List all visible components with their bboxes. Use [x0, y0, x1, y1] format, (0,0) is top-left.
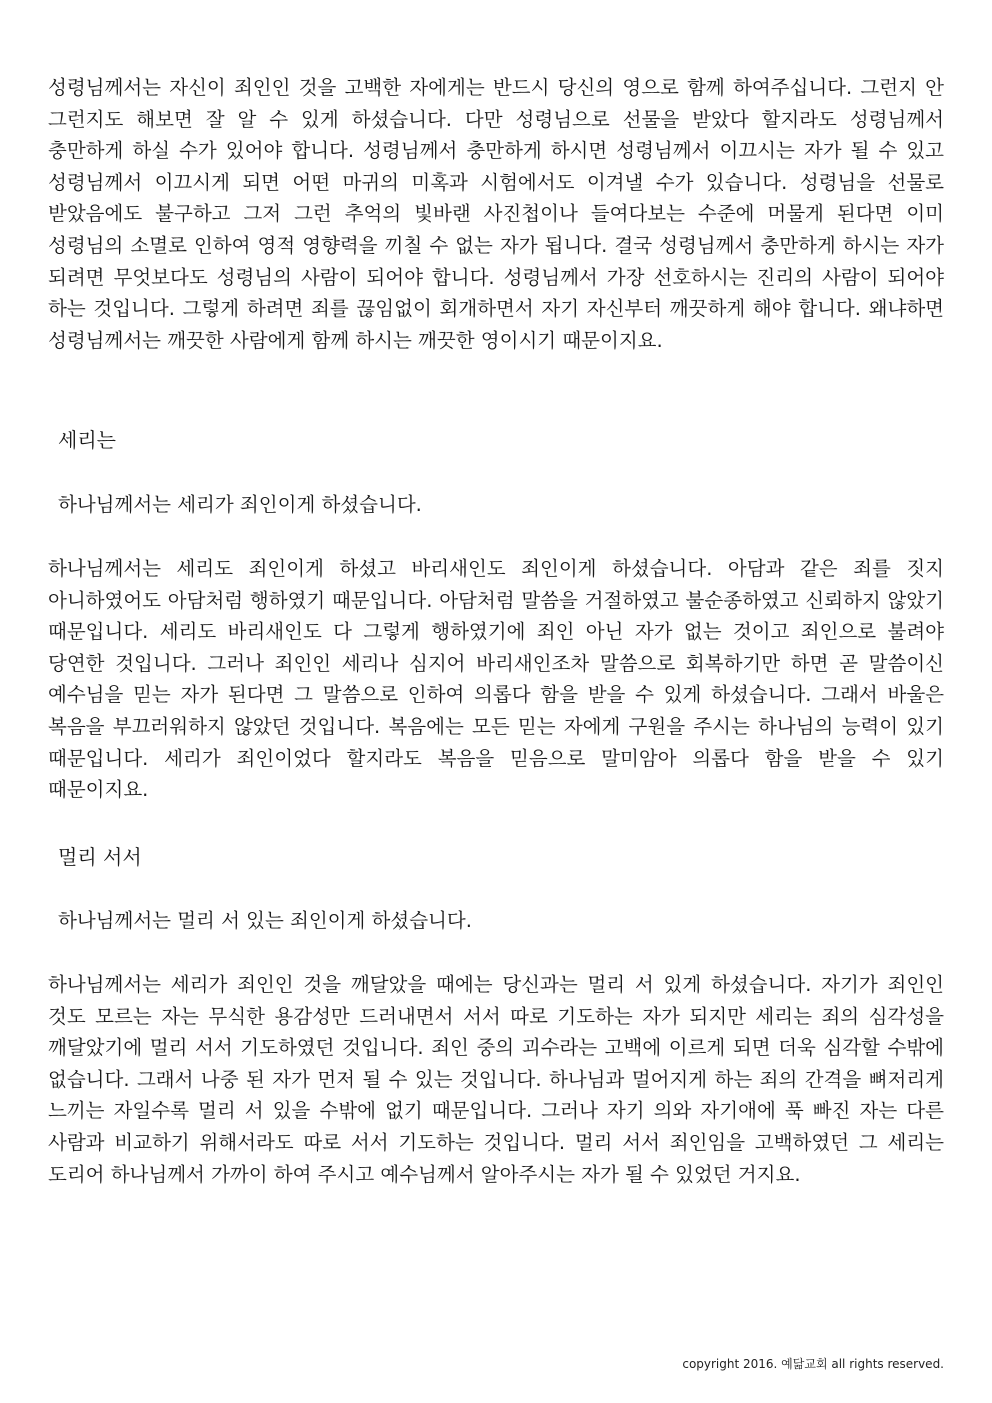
section-subline-standing-afar: 하나님께서는 멀리 서 있는 죄인이게 하셨습니다.: [58, 909, 472, 932]
paragraph-holy-spirit: 성령님께서는 자신이 죄인인 것을 고백한 자에게는 반드시 당신의 영으로 함께 하여주십니다. 그런지 안 그런지도 해보면 잘 알 수 있게 하셨습니다. 다만 성령님으로 선물을 받았다 할지라도 성령님께서 충만하게 하실 수가 있어야 합니다. 성령님께서 충만하게 하시면 성령님께서 이끄시는 자가 될 수 있고 성령님께서 이끄시게 되면 어떤 마귀의 미혹과 시험에서도 이겨낼 수가 있습니다. 성령님을 선물로 받았음에도 불구하고 그저 그런 추억의 빛바랜 사진첩이나 들여다보는 수준에 머물게 된다면 이미 성령님의 소멸로 인하여 영적 영향력을 끼칠 수 없는 자가 됩니다. 결국 성령님께서 충만하게 하시는 자가 되려면 무엇보다도 성령님의 사람이 되어야 합니다. 성령님께서 가장 선호하시는 진리의 사람이 되어야 하는 것입니다. 그렇게 하려면 죄를 끊임없이 회개하면서 자기 자신부터 깨끗하게 해야 합니다. 왜냐하면 성령님께서는 깨끗한 사람에게 함께 하시는 깨끗한 영이시기 때문이지요.: [48, 76, 944, 352]
section-heading-standing-afar: 멀리 서서: [58, 845, 142, 869]
paragraph-standing-afar: 하나님께서는 세리가 죄인인 것을 깨달았을 때에는 당신과는 멀리 서 있게 하셨습니다. 자기가 죄인인 것도 모르는 자는 무식한 용감성만 드러내면서 서서 따로 기도하는 자가 되지만 세리는 죄의 심각성을 깨달았기에 멀리 서서 기도하였던 것입니다. 죄인 중의 괴수라는 고백에 이르게 되면 더욱 심각할 수밖에 없습니다. 그래서 나중 된 자가 먼저 될 수 있는 것입니다. 하나님과 멀어지게 하는 죄의 간격을 뼈저리게 느끼는 자일수록 멀리 서 있을 수밖에 없기 때문입니다. 그러나 자기 의와 자기애에 푹 빠진 자는 다른 사람과 비교하기 위해서라도 따로 서서 기도하는 것입니다. 멀리 서서 죄인임을 고백하였던 그 세리는 도리어 하나님께서 가까이 하여 주시고 예수님께서 알아주시는 자가 될 수 있었던 거지요.: [48, 973, 944, 1186]
section-subline-tax-collector: 하나님께서는 세리가 죄인이게 하셨습니다.: [58, 493, 422, 516]
section-heading-tax-collector: 세리는: [58, 428, 116, 452]
copyright-footer: copyright 2016. 예닮교회 all rights reserved.: [682, 1357, 944, 1371]
paragraph-tax-collector: 하나님께서는 세리도 죄인이게 하셨고 바리새인도 죄인이게 하셨습니다. 아담과 같은 죄를 짓지 아니하였어도 아담처럼 행하였기 때문입니다. 아담처럼 말씀을 거절하였고 불순종하였고 신뢰하지 않았기 때문입니다. 세리도 바리새인도 다 그렇게 행하였기에 죄인 아닌 자가 없는 것이고 죄인으로 불려야 당연한 것입니다. 그러나 죄인인 세리나 심지어 바리새인조차 말씀으로 회복하기만 하면 곧 말씀이신 예수님을 믿는 자가 된다면 그 말씀으로 인하여 의롭다 함을 받을 수 있게 하셨습니다. 그래서 바울은 복음을 부끄러워하지 않았던 것입니다. 복음에는 모든 믿는 자에게 구원을 주시는 하나님의 능력이 있기 때문입니다. 세리가 죄인이었다 할지라도 복음을 믿음으로 말미암아 의롭다 함을 받을 수 있기 때문이지요.: [48, 557, 944, 802]
